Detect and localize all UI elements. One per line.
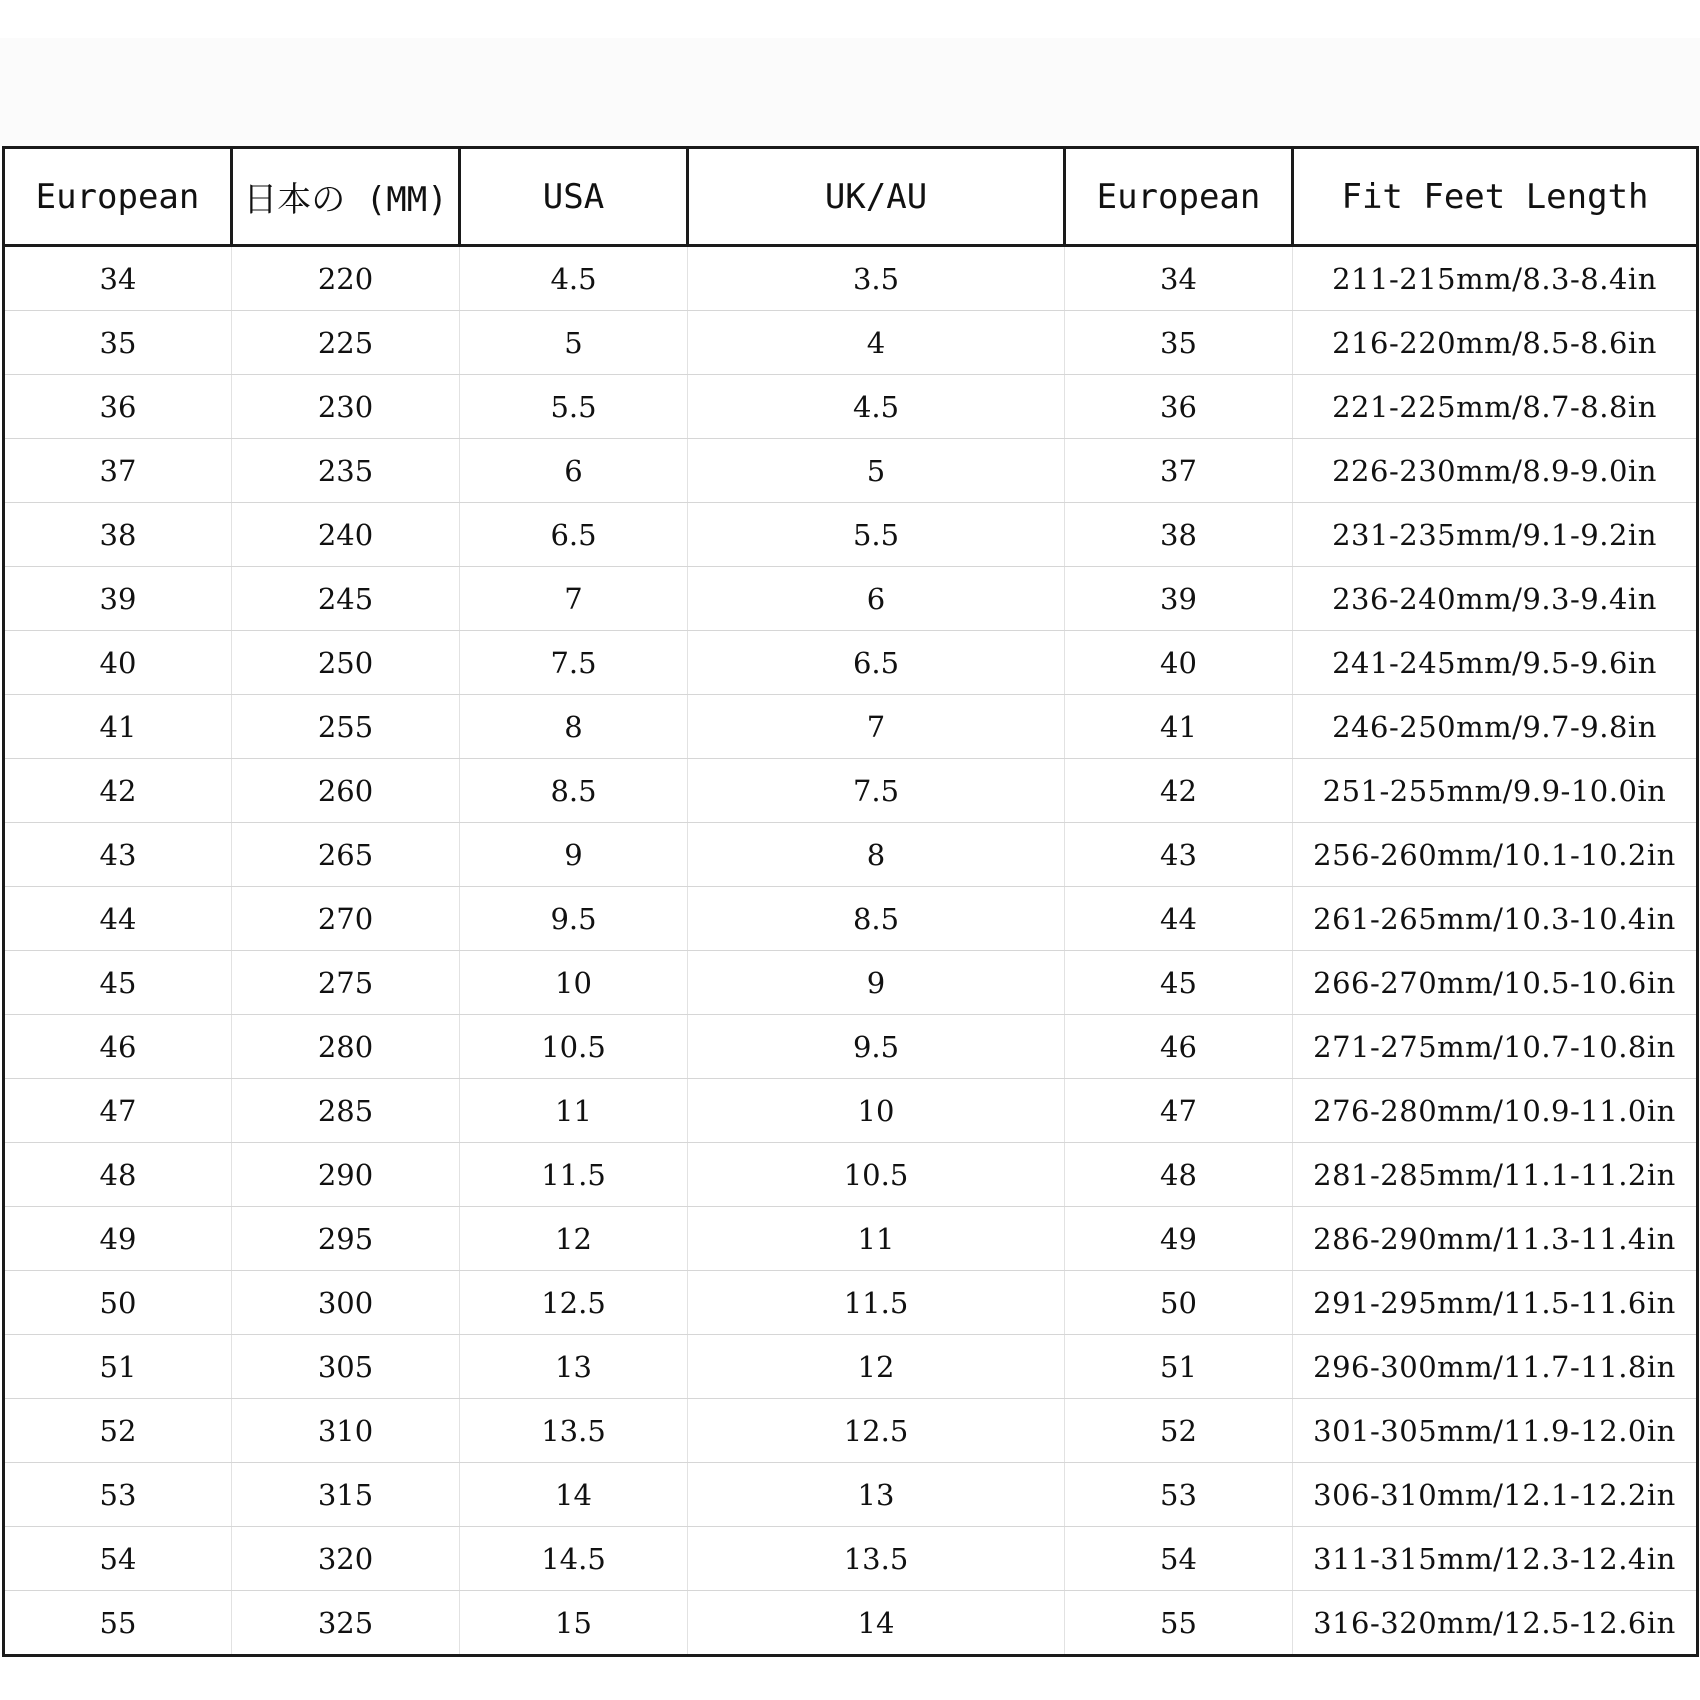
header-japan-mm: 日本の (MM) xyxy=(232,148,460,246)
cell-european-2: 52 xyxy=(1065,1399,1293,1463)
cell-european: 43 xyxy=(4,823,232,887)
cell-usa: 9 xyxy=(460,823,688,887)
cell-uk-au: 11.5 xyxy=(688,1271,1065,1335)
header-row xyxy=(4,148,1698,246)
size-chart-header xyxy=(4,148,1698,246)
cell-japan-mm: 250 xyxy=(232,631,460,695)
cell-fit-feet-length: 216-220mm/8.5-8.6in xyxy=(1293,311,1698,375)
cell-japan-mm: 265 xyxy=(232,823,460,887)
cell-uk-au: 8.5 xyxy=(688,887,1065,951)
cell-usa: 11 xyxy=(460,1079,688,1143)
cell-european: 48 xyxy=(4,1143,232,1207)
cell-fit-feet-length: 316-320mm/12.5-12.6in xyxy=(1293,1591,1698,1656)
cell-japan-mm: 305 xyxy=(232,1335,460,1399)
cell-japan-mm: 220 xyxy=(232,246,460,311)
cell-fit-feet-length: 306-310mm/12.1-12.2in xyxy=(1293,1463,1698,1527)
cell-uk-au: 8 xyxy=(688,823,1065,887)
cell-european: 34 xyxy=(4,246,232,311)
table-row xyxy=(4,1207,1698,1271)
cell-uk-au: 10 xyxy=(688,1079,1065,1143)
cell-european: 47 xyxy=(4,1079,232,1143)
size-chart-body xyxy=(4,246,1698,1656)
table-row xyxy=(4,823,1698,887)
table-row xyxy=(4,246,1698,311)
cell-japan-mm: 230 xyxy=(232,375,460,439)
cell-japan-mm: 315 xyxy=(232,1463,460,1527)
cell-usa: 12 xyxy=(460,1207,688,1271)
cell-japan-mm: 270 xyxy=(232,887,460,951)
cell-uk-au: 4.5 xyxy=(688,375,1065,439)
cell-uk-au: 7.5 xyxy=(688,759,1065,823)
cell-uk-au: 12.5 xyxy=(688,1399,1065,1463)
cell-european: 54 xyxy=(4,1527,232,1591)
cell-fit-feet-length: 256-260mm/10.1-10.2in xyxy=(1293,823,1698,887)
cell-fit-feet-length: 226-230mm/8.9-9.0in xyxy=(1293,439,1698,503)
cell-japan-mm: 295 xyxy=(232,1207,460,1271)
cell-japan-mm: 300 xyxy=(232,1271,460,1335)
cell-uk-au: 6 xyxy=(688,567,1065,631)
cell-fit-feet-length: 311-315mm/12.3-12.4in xyxy=(1293,1527,1698,1591)
cell-european: 40 xyxy=(4,631,232,695)
table-row xyxy=(4,1143,1698,1207)
cell-japan-mm: 240 xyxy=(232,503,460,567)
table-row xyxy=(4,631,1698,695)
cell-uk-au: 5.5 xyxy=(688,503,1065,567)
cell-japan-mm: 310 xyxy=(232,1399,460,1463)
cell-fit-feet-length: 236-240mm/9.3-9.4in xyxy=(1293,567,1698,631)
cell-japan-mm: 275 xyxy=(232,951,460,1015)
cell-usa: 8 xyxy=(460,695,688,759)
cell-european-2: 45 xyxy=(1065,951,1293,1015)
cell-japan-mm: 290 xyxy=(232,1143,460,1207)
cell-european-2: 43 xyxy=(1065,823,1293,887)
cell-fit-feet-length: 251-255mm/9.9-10.0in xyxy=(1293,759,1698,823)
table-row xyxy=(4,759,1698,823)
cell-uk-au: 4 xyxy=(688,311,1065,375)
cell-european-2: 53 xyxy=(1065,1463,1293,1527)
cell-japan-mm: 320 xyxy=(232,1527,460,1591)
cell-japan-mm: 280 xyxy=(232,1015,460,1079)
cell-european-2: 41 xyxy=(1065,695,1293,759)
cell-european: 42 xyxy=(4,759,232,823)
cell-european-2: 38 xyxy=(1065,503,1293,567)
cell-japan-mm: 255 xyxy=(232,695,460,759)
cell-uk-au: 6.5 xyxy=(688,631,1065,695)
cell-fit-feet-length: 296-300mm/11.7-11.8in xyxy=(1293,1335,1698,1399)
cell-usa: 14.5 xyxy=(460,1527,688,1591)
cell-fit-feet-length: 221-225mm/8.7-8.8in xyxy=(1293,375,1698,439)
cell-usa: 9.5 xyxy=(460,887,688,951)
table-row xyxy=(4,375,1698,439)
cell-uk-au: 9.5 xyxy=(688,1015,1065,1079)
cell-fit-feet-length: 301-305mm/11.9-12.0in xyxy=(1293,1399,1698,1463)
cell-european-2: 50 xyxy=(1065,1271,1293,1335)
cell-uk-au: 5 xyxy=(688,439,1065,503)
cell-usa: 6.5 xyxy=(460,503,688,567)
cell-usa: 12.5 xyxy=(460,1271,688,1335)
cell-european: 51 xyxy=(4,1335,232,1399)
cell-european: 35 xyxy=(4,311,232,375)
cell-european-2: 40 xyxy=(1065,631,1293,695)
cell-european-2: 35 xyxy=(1065,311,1293,375)
cell-usa: 7 xyxy=(460,567,688,631)
cell-fit-feet-length: 246-250mm/9.7-9.8in xyxy=(1293,695,1698,759)
cell-european: 36 xyxy=(4,375,232,439)
table-row xyxy=(4,567,1698,631)
cell-fit-feet-length: 286-290mm/11.3-11.4in xyxy=(1293,1207,1698,1271)
cell-usa: 10 xyxy=(460,951,688,1015)
header-european-2: European xyxy=(1065,148,1293,246)
cell-uk-au: 9 xyxy=(688,951,1065,1015)
table-row xyxy=(4,1079,1698,1143)
cell-fit-feet-length: 281-285mm/11.1-11.2in xyxy=(1293,1143,1698,1207)
cell-european: 38 xyxy=(4,503,232,567)
cell-usa: 13.5 xyxy=(460,1399,688,1463)
cell-european-2: 42 xyxy=(1065,759,1293,823)
cell-japan-mm: 325 xyxy=(232,1591,460,1656)
cell-fit-feet-length: 261-265mm/10.3-10.4in xyxy=(1293,887,1698,951)
cell-fit-feet-length: 241-245mm/9.5-9.6in xyxy=(1293,631,1698,695)
cell-usa: 5.5 xyxy=(460,375,688,439)
cell-european-2: 37 xyxy=(1065,439,1293,503)
table-row xyxy=(4,311,1698,375)
cell-usa: 8.5 xyxy=(460,759,688,823)
cell-european-2: 48 xyxy=(1065,1143,1293,1207)
cell-european-2: 39 xyxy=(1065,567,1293,631)
table-row xyxy=(4,1463,1698,1527)
cell-european: 39 xyxy=(4,567,232,631)
cell-european-2: 46 xyxy=(1065,1015,1293,1079)
table-row xyxy=(4,1527,1698,1591)
cell-european-2: 44 xyxy=(1065,887,1293,951)
cell-japan-mm: 260 xyxy=(232,759,460,823)
table-row xyxy=(4,887,1698,951)
cell-usa: 5 xyxy=(460,311,688,375)
cell-usa: 11.5 xyxy=(460,1143,688,1207)
cell-japan-mm: 245 xyxy=(232,567,460,631)
cell-european: 46 xyxy=(4,1015,232,1079)
cell-uk-au: 10.5 xyxy=(688,1143,1065,1207)
cell-fit-feet-length: 266-270mm/10.5-10.6in xyxy=(1293,951,1698,1015)
cell-usa: 6 xyxy=(460,439,688,503)
cell-european: 50 xyxy=(4,1271,232,1335)
cell-european: 41 xyxy=(4,695,232,759)
header-fit-feet-length: Fit Feet Length xyxy=(1293,148,1698,246)
table-row xyxy=(4,1271,1698,1335)
header-blank-band xyxy=(0,38,1700,146)
cell-european-2: 34 xyxy=(1065,246,1293,311)
size-chart-table xyxy=(2,146,1699,1657)
cell-european-2: 54 xyxy=(1065,1527,1293,1591)
cell-uk-au: 7 xyxy=(688,695,1065,759)
cell-usa: 4.5 xyxy=(460,246,688,311)
header-uk-au: UK/AU xyxy=(688,148,1065,246)
table-row xyxy=(4,439,1698,503)
cell-european: 55 xyxy=(4,1591,232,1656)
header-usa: USA xyxy=(460,148,688,246)
cell-usa: 14 xyxy=(460,1463,688,1527)
cell-fit-feet-length: 291-295mm/11.5-11.6in xyxy=(1293,1271,1698,1335)
cell-fit-feet-length: 276-280mm/10.9-11.0in xyxy=(1293,1079,1698,1143)
cell-uk-au: 11 xyxy=(688,1207,1065,1271)
cell-japan-mm: 225 xyxy=(232,311,460,375)
cell-uk-au: 12 xyxy=(688,1335,1065,1399)
cell-uk-au: 13.5 xyxy=(688,1527,1065,1591)
table-row xyxy=(4,1015,1698,1079)
cell-usa: 7.5 xyxy=(460,631,688,695)
cell-european-2: 47 xyxy=(1065,1079,1293,1143)
cell-european: 49 xyxy=(4,1207,232,1271)
cell-uk-au: 13 xyxy=(688,1463,1065,1527)
cell-fit-feet-length: 231-235mm/9.1-9.2in xyxy=(1293,503,1698,567)
table-row xyxy=(4,951,1698,1015)
cell-european: 53 xyxy=(4,1463,232,1527)
cell-european: 44 xyxy=(4,887,232,951)
table-row xyxy=(4,1335,1698,1399)
cell-european: 37 xyxy=(4,439,232,503)
cell-fit-feet-length: 271-275mm/10.7-10.8in xyxy=(1293,1015,1698,1079)
table-row xyxy=(4,503,1698,567)
cell-uk-au: 3.5 xyxy=(688,246,1065,311)
table-row xyxy=(4,695,1698,759)
table-row xyxy=(4,1399,1698,1463)
cell-fit-feet-length: 211-215mm/8.3-8.4in xyxy=(1293,246,1698,311)
cell-european-2: 55 xyxy=(1065,1591,1293,1656)
cell-european: 52 xyxy=(4,1399,232,1463)
cell-usa: 10.5 xyxy=(460,1015,688,1079)
cell-usa: 15 xyxy=(460,1591,688,1656)
cell-japan-mm: 285 xyxy=(232,1079,460,1143)
table-row xyxy=(4,1591,1698,1656)
cell-european-2: 36 xyxy=(1065,375,1293,439)
cell-european-2: 49 xyxy=(1065,1207,1293,1271)
cell-uk-au: 14 xyxy=(688,1591,1065,1656)
header-european: European xyxy=(4,148,232,246)
cell-european: 45 xyxy=(4,951,232,1015)
cell-usa: 13 xyxy=(460,1335,688,1399)
cell-japan-mm: 235 xyxy=(232,439,460,503)
cell-european-2: 51 xyxy=(1065,1335,1293,1399)
